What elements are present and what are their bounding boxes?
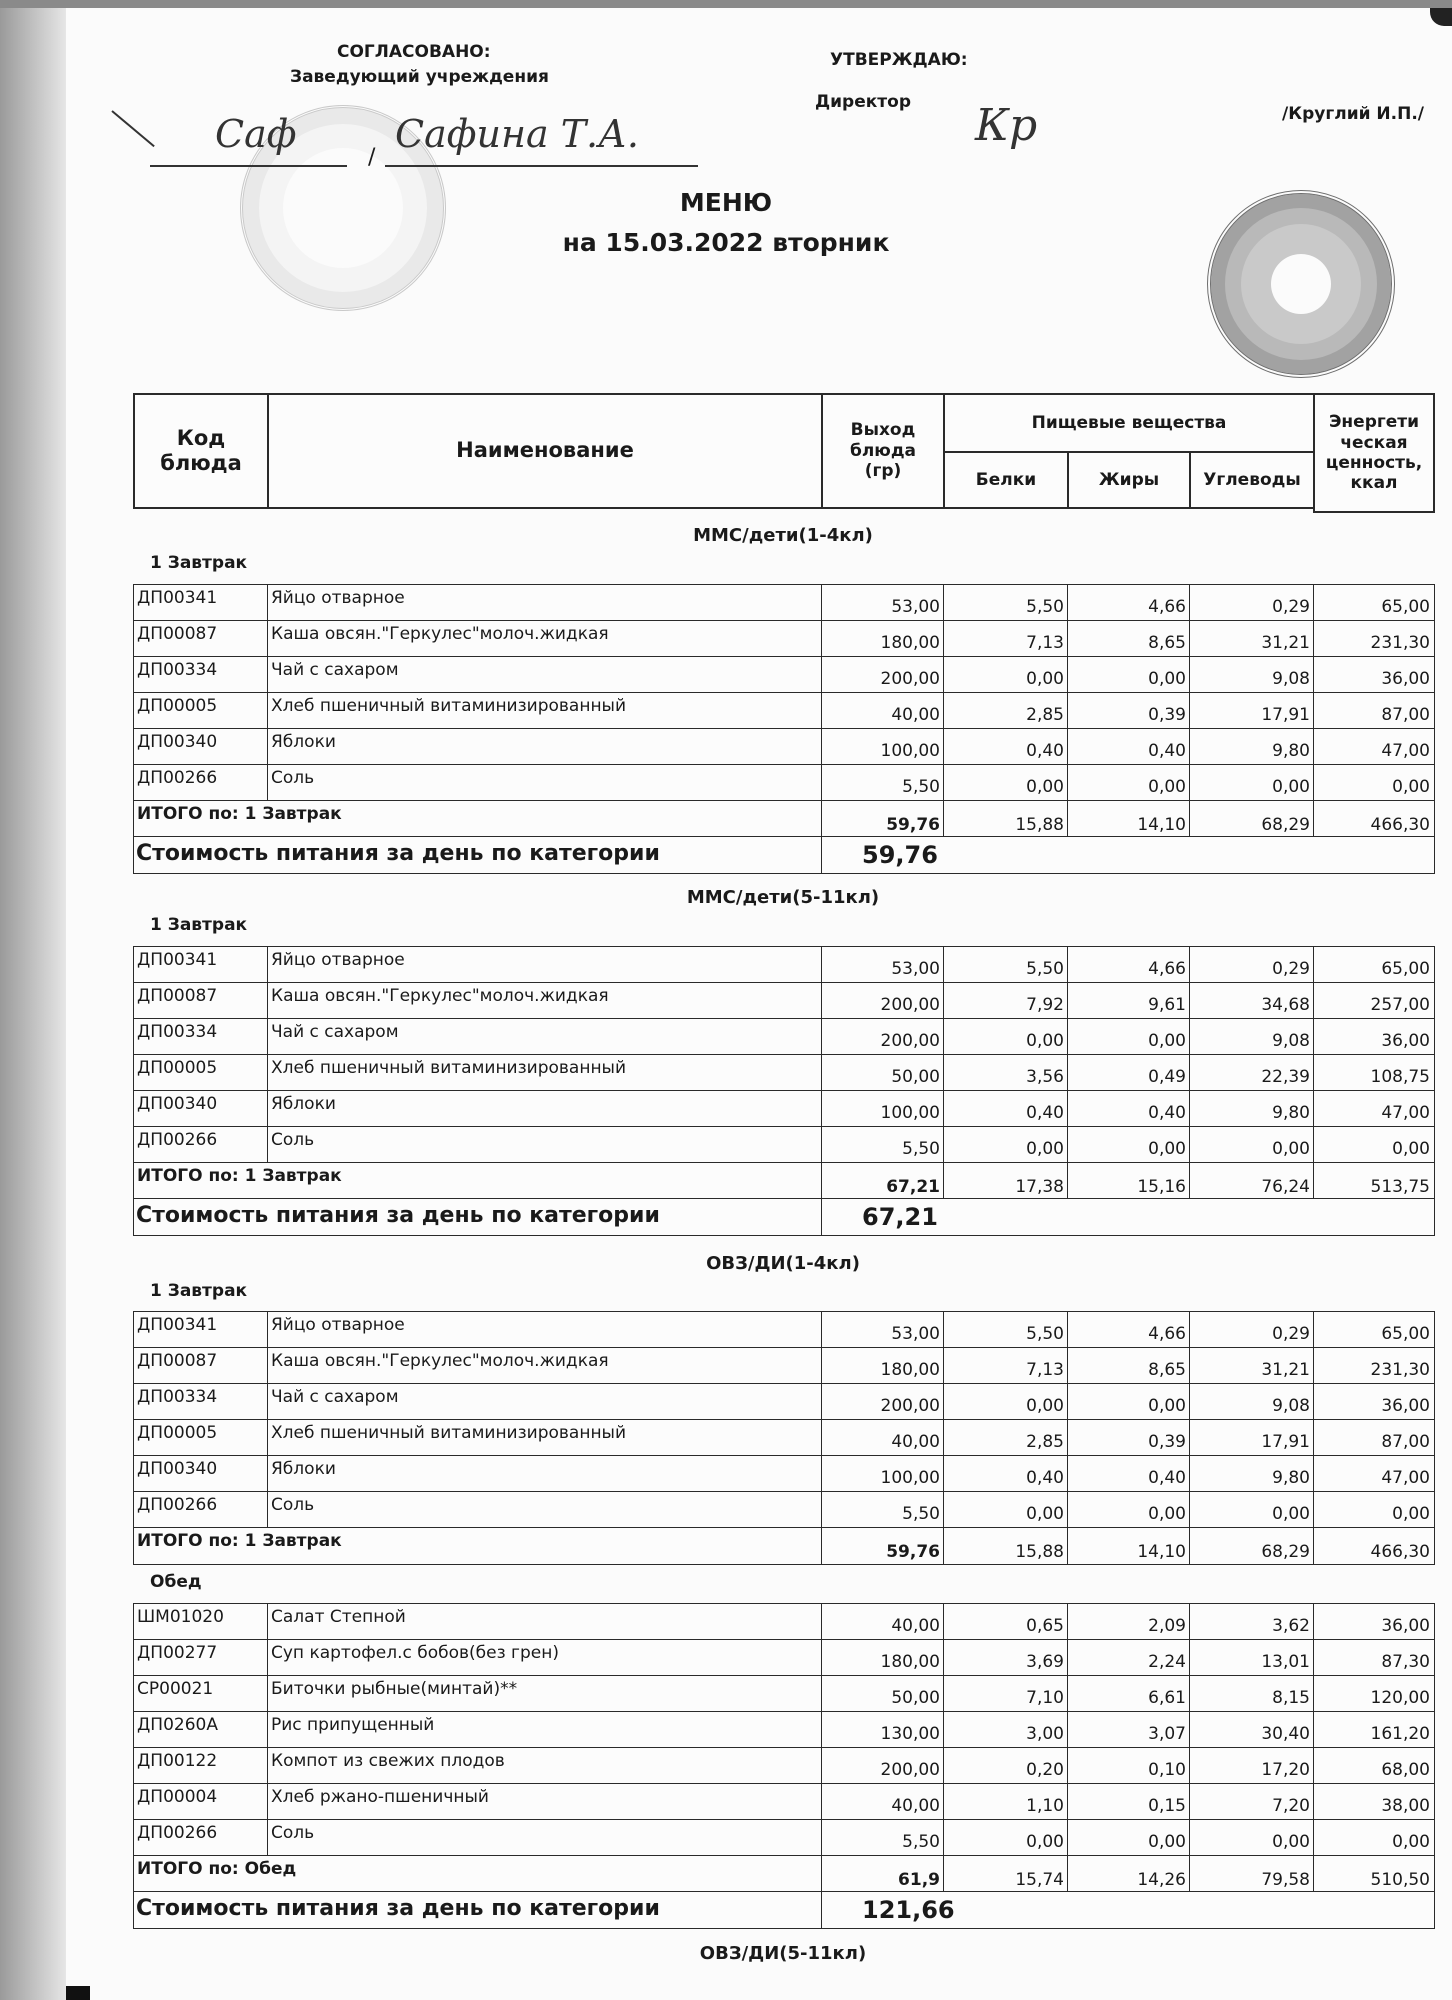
total-energy: 510,50 (1313, 1855, 1435, 1893)
header-fats: Жиры (1067, 451, 1191, 509)
meal-table (133, 946, 1433, 1200)
cell-code: ДП00340 (133, 1090, 269, 1128)
cell-yield: 50,00 (821, 1675, 945, 1713)
cell-energy: 0,00 (1313, 1491, 1435, 1529)
total-fats: 14,10 (1067, 800, 1191, 838)
cell-carbs: 31,21 (1189, 1347, 1315, 1385)
cell-name: Соль (267, 1819, 823, 1857)
cell-carbs: 7,20 (1189, 1783, 1315, 1821)
cell-carbs: 3,62 (1189, 1603, 1315, 1641)
cell-yield: 180,00 (821, 620, 945, 658)
cost-value: 121,66 (821, 1891, 1435, 1929)
separator: / (368, 145, 376, 170)
official-seal-icon (1207, 190, 1395, 378)
cell-yield: 5,50 (821, 1126, 945, 1164)
cost-row (133, 836, 1433, 874)
cell-yield: 200,00 (821, 656, 945, 694)
table-header (133, 393, 1433, 509)
total-carbs: 76,24 (1189, 1162, 1315, 1200)
cell-proteins: 7,92 (943, 982, 1069, 1020)
cell-code: ДП00266 (133, 1819, 269, 1857)
scan-corner (1430, 8, 1452, 26)
agreed-role: Заведующий учреждения (290, 67, 549, 87)
total-proteins: 15,88 (943, 800, 1069, 838)
header-yield (821, 393, 945, 509)
total-yield: 59,76 (821, 1527, 945, 1565)
cell-carbs: 0,00 (1189, 1819, 1315, 1857)
meal-label: 1 Завтрак (150, 915, 248, 935)
cell-fats: 2,09 (1067, 1603, 1191, 1641)
cell-carbs: 0,29 (1189, 946, 1315, 984)
cell-code: ДП00266 (133, 1491, 269, 1529)
cell-energy: 65,00 (1313, 1311, 1435, 1349)
cell-fats: 0,40 (1067, 1090, 1191, 1128)
cell-code: СР00021 (133, 1675, 269, 1713)
header-proteins: Белки (943, 451, 1069, 509)
cell-fats: 0,00 (1067, 1018, 1191, 1056)
cell-code: ДП00087 (133, 1347, 269, 1385)
cell-energy: 108,75 (1313, 1054, 1435, 1092)
cell-energy: 68,00 (1313, 1747, 1435, 1785)
cell-fats: 4,66 (1067, 1311, 1191, 1349)
cell-fats: 0,39 (1067, 692, 1191, 730)
cell-yield: 200,00 (821, 982, 945, 1020)
cell-yield: 50,00 (821, 1054, 945, 1092)
cell-fats: 0,10 (1067, 1747, 1191, 1785)
cell-fats: 0,49 (1067, 1054, 1191, 1092)
cell-name: Яйцо отварное (267, 584, 823, 622)
total-label: ИТОГО по: 1 Завтрак (133, 1162, 823, 1200)
cell-carbs: 17,20 (1189, 1747, 1315, 1785)
cell-proteins: 0,40 (943, 1455, 1069, 1493)
cell-name: Чай с сахаром (267, 656, 823, 694)
cell-fats: 6,61 (1067, 1675, 1191, 1713)
total-label: ИТОГО по: 1 Завтрак (133, 1527, 823, 1565)
total-proteins: 15,74 (943, 1855, 1069, 1893)
total-yield: 59,76 (821, 800, 945, 838)
cell-fats: 0,40 (1067, 1455, 1191, 1493)
header-energy-line: ценность, (1325, 453, 1423, 473)
cell-proteins: 3,69 (943, 1639, 1069, 1677)
scan-corner (66, 1986, 90, 2000)
cell-name: Хлеб пшеничный витаминизированный (267, 1054, 823, 1092)
cell-proteins: 7,10 (943, 1675, 1069, 1713)
header-carbs: Углеводы (1189, 451, 1315, 509)
cell-fats: 0,00 (1067, 1383, 1191, 1421)
cell-carbs: 9,08 (1189, 1383, 1315, 1421)
total-yield: 67,21 (821, 1162, 945, 1200)
cost-label: Стоимость питания за день по категории (133, 1891, 823, 1929)
cell-proteins: 2,85 (943, 692, 1069, 730)
approve-role: Директор (815, 92, 911, 112)
cell-name: Хлеб пшеничный витаминизированный (267, 1419, 823, 1457)
cell-yield: 100,00 (821, 728, 945, 766)
cell-carbs: 13,01 (1189, 1639, 1315, 1677)
meal-table (133, 584, 1433, 838)
cell-name: Хлеб ржано-пшеничный (267, 1783, 823, 1821)
cell-name: Хлеб пшеничный витаминизированный (267, 692, 823, 730)
cell-fats: 0,15 (1067, 1783, 1191, 1821)
cell-carbs: 0,29 (1189, 584, 1315, 622)
header-code-line: блюда (160, 451, 242, 475)
total-energy: 466,30 (1313, 1527, 1435, 1565)
cell-proteins: 0,00 (943, 656, 1069, 694)
section-title: ОВЗ/ДИ(1-4кл) (706, 1253, 860, 1274)
cell-yield: 40,00 (821, 1419, 945, 1457)
cell-fats: 0,00 (1067, 656, 1191, 694)
total-fats: 15,16 (1067, 1162, 1191, 1200)
cell-energy: 161,20 (1313, 1711, 1435, 1749)
cell-fats: 0,00 (1067, 764, 1191, 802)
cell-yield: 53,00 (821, 1311, 945, 1349)
cell-proteins: 5,50 (943, 946, 1069, 984)
cell-name: Яблоки (267, 728, 823, 766)
cell-yield: 53,00 (821, 946, 945, 984)
cell-energy: 87,00 (1313, 1419, 1435, 1457)
cell-energy: 87,00 (1313, 692, 1435, 730)
agreed-signature: Саф (215, 112, 297, 156)
cell-proteins: 5,50 (943, 1311, 1069, 1349)
approve-heading: УТВЕРЖДАЮ: (830, 50, 968, 70)
cell-carbs: 22,39 (1189, 1054, 1315, 1092)
cost-row (133, 1198, 1433, 1236)
cell-name: Яйцо отварное (267, 946, 823, 984)
agreed-heading: СОГЛАСОВАНО: (337, 42, 491, 62)
cell-yield: 53,00 (821, 584, 945, 622)
page-subtitle-date: на 15.03.2022 вторник (562, 228, 890, 257)
cell-name: Соль (267, 1491, 823, 1529)
cell-proteins: 0,00 (943, 1491, 1069, 1529)
header-energy-line: Энергети (1328, 412, 1420, 433)
cell-carbs: 9,80 (1189, 1455, 1315, 1493)
cell-energy: 0,00 (1313, 1819, 1435, 1857)
cell-yield: 40,00 (821, 1783, 945, 1821)
cell-fats: 3,07 (1067, 1711, 1191, 1749)
cell-energy: 36,00 (1313, 1383, 1435, 1421)
header-yield-line: Выход (850, 420, 916, 441)
cell-name: Биточки рыбные(минтай)** (267, 1675, 823, 1713)
cost-label: Стоимость питания за день по категории (133, 836, 823, 874)
header-code (133, 393, 269, 509)
cell-carbs: 0,00 (1189, 1491, 1315, 1529)
cell-proteins: 0,40 (943, 1090, 1069, 1128)
cell-proteins: 0,65 (943, 1603, 1069, 1641)
cell-energy: 47,00 (1313, 728, 1435, 766)
cell-code: ДП00004 (133, 1783, 269, 1821)
cell-code: ДП00334 (133, 656, 269, 694)
cell-yield: 5,50 (821, 1819, 945, 1857)
cell-energy: 231,30 (1313, 1347, 1435, 1385)
cell-yield: 40,00 (821, 692, 945, 730)
cell-yield: 180,00 (821, 1347, 945, 1385)
cell-energy: 36,00 (1313, 1018, 1435, 1056)
cell-proteins: 0,00 (943, 1383, 1069, 1421)
cell-code: ДП00340 (133, 1455, 269, 1493)
header-energy-line: ческая (1340, 432, 1408, 453)
scan-margin-left (0, 0, 66, 2000)
total-proteins: 17,38 (943, 1162, 1069, 1200)
total-label: ИТОГО по: 1 Завтрак (133, 800, 823, 838)
cell-energy: 65,00 (1313, 584, 1435, 622)
cell-code: ДП00277 (133, 1639, 269, 1677)
cell-yield: 5,50 (821, 1491, 945, 1529)
cell-name: Соль (267, 1126, 823, 1164)
cell-name: Каша овсян."Геркулес"молоч.жидкая (267, 982, 823, 1020)
cell-carbs: 9,80 (1189, 1090, 1315, 1128)
cell-name: Каша овсян."Геркулес"молоч.жидкая (267, 620, 823, 658)
cell-name: Чай с сахаром (267, 1383, 823, 1421)
cell-name: Суп картофел.с бобов(без грен) (267, 1639, 823, 1677)
cell-carbs: 8,15 (1189, 1675, 1315, 1713)
cell-yield: 180,00 (821, 1639, 945, 1677)
cell-carbs: 0,00 (1189, 764, 1315, 802)
cell-carbs: 9,80 (1189, 728, 1315, 766)
cell-energy: 0,00 (1313, 764, 1435, 802)
cell-fats: 4,66 (1067, 584, 1191, 622)
meal-label: 1 Завтрак (150, 1281, 248, 1301)
cell-proteins: 3,56 (943, 1054, 1069, 1092)
cell-name: Компот из свежих плодов (267, 1747, 823, 1785)
cell-yield: 5,50 (821, 764, 945, 802)
cell-energy: 38,00 (1313, 1783, 1435, 1821)
cell-proteins: 7,13 (943, 620, 1069, 658)
section-title: ММС/дети(5-11кл) (686, 887, 880, 908)
cell-fats: 0,40 (1067, 728, 1191, 766)
cell-energy: 257,00 (1313, 982, 1435, 1020)
cell-carbs: 0,00 (1189, 1126, 1315, 1164)
cell-name: Салат Степной (267, 1603, 823, 1641)
cell-yield: 100,00 (821, 1090, 945, 1128)
header-yield-line: (гр) (864, 461, 902, 482)
cell-carbs: 9,08 (1189, 1018, 1315, 1056)
cell-yield: 200,00 (821, 1383, 945, 1421)
agreed-name: Сафина Т.А. (395, 112, 639, 156)
cell-fats: 8,65 (1067, 1347, 1191, 1385)
total-yield: 61,9 (821, 1855, 945, 1893)
section-title: ОВЗ/ДИ(5-11кл) (699, 1943, 867, 1964)
cell-yield: 200,00 (821, 1747, 945, 1785)
cell-code: ДП00340 (133, 728, 269, 766)
total-energy: 513,75 (1313, 1162, 1435, 1200)
cell-carbs: 31,21 (1189, 620, 1315, 658)
cell-proteins: 1,10 (943, 1783, 1069, 1821)
cost-value: 59,76 (821, 836, 1435, 874)
cell-energy: 87,30 (1313, 1639, 1435, 1677)
cell-code: ДП00341 (133, 946, 269, 984)
cell-fats: 2,24 (1067, 1639, 1191, 1677)
header-yield-line: блюда (849, 440, 917, 461)
cell-proteins: 2,85 (943, 1419, 1069, 1457)
cell-energy: 231,30 (1313, 620, 1435, 658)
cell-carbs: 9,08 (1189, 656, 1315, 694)
cell-proteins: 0,00 (943, 1018, 1069, 1056)
header-name: Наименование (267, 393, 823, 509)
cell-proteins: 5,50 (943, 584, 1069, 622)
cell-proteins: 0,00 (943, 764, 1069, 802)
cell-code: ДП00087 (133, 982, 269, 1020)
cell-code: ДП00087 (133, 620, 269, 658)
cell-energy: 65,00 (1313, 946, 1435, 984)
total-energy: 466,30 (1313, 800, 1435, 838)
cell-energy: 0,00 (1313, 1126, 1435, 1164)
cell-fats: 0,00 (1067, 1491, 1191, 1529)
total-carbs: 79,58 (1189, 1855, 1315, 1893)
cell-energy: 120,00 (1313, 1675, 1435, 1713)
cell-carbs: 17,91 (1189, 692, 1315, 730)
cell-code: ДП00005 (133, 692, 269, 730)
cell-code: ДП00005 (133, 1054, 269, 1092)
cell-yield: 130,00 (821, 1711, 945, 1749)
cell-yield: 100,00 (821, 1455, 945, 1493)
total-proteins: 15,88 (943, 1527, 1069, 1565)
name-line (385, 165, 698, 167)
cost-row (133, 1891, 1433, 1929)
cell-proteins: 0,00 (943, 1126, 1069, 1164)
cell-name: Чай с сахаром (267, 1018, 823, 1056)
cell-name: Рис припущенный (267, 1711, 823, 1749)
cell-code: ШМ01020 (133, 1603, 269, 1641)
cost-label: Стоимость питания за день по категории (133, 1198, 823, 1236)
header-energy-line: ккал (1350, 473, 1398, 494)
cell-fats: 0,39 (1067, 1419, 1191, 1457)
cell-code: ДП00122 (133, 1747, 269, 1785)
cell-fats: 8,65 (1067, 620, 1191, 658)
meal-table (133, 1603, 1433, 1893)
cell-yield: 200,00 (821, 1018, 945, 1056)
cell-name: Яйцо отварное (267, 1311, 823, 1349)
cell-code: ДП00005 (133, 1419, 269, 1457)
meal-table (133, 1311, 1433, 1565)
cell-proteins: 0,20 (943, 1747, 1069, 1785)
cell-fats: 4,66 (1067, 946, 1191, 984)
approve-signature: Кр (975, 100, 1038, 151)
signature-line (150, 165, 347, 167)
cell-fats: 0,00 (1067, 1819, 1191, 1857)
approve-name: /Круглий И.П./ (1282, 104, 1425, 124)
total-label: ИТОГО по: Обед (133, 1855, 823, 1893)
cell-name: Каша овсян."Геркулес"молоч.жидкая (267, 1347, 823, 1385)
cell-energy: 36,00 (1313, 656, 1435, 694)
cell-carbs: 30,40 (1189, 1711, 1315, 1749)
cell-code: ДП00341 (133, 584, 269, 622)
cell-proteins: 0,40 (943, 728, 1069, 766)
scan-margin-top (0, 0, 1452, 8)
cell-energy: 47,00 (1313, 1090, 1435, 1128)
meal-label: 1 Завтрак (150, 553, 248, 573)
total-carbs: 68,29 (1189, 1527, 1315, 1565)
total-fats: 14,10 (1067, 1527, 1191, 1565)
cell-name: Яблоки (267, 1455, 823, 1493)
cell-carbs: 17,91 (1189, 1419, 1315, 1457)
cell-carbs: 34,68 (1189, 982, 1315, 1020)
header-nutrients: Пищевые вещества (943, 393, 1315, 453)
cell-proteins: 3,00 (943, 1711, 1069, 1749)
cell-fats: 0,00 (1067, 1126, 1191, 1164)
cell-code: ДП00334 (133, 1018, 269, 1056)
total-carbs: 68,29 (1189, 800, 1315, 838)
header-code-line: Код (176, 425, 226, 450)
cell-energy: 36,00 (1313, 1603, 1435, 1641)
cell-name: Соль (267, 764, 823, 802)
page-title: МЕНЮ (679, 188, 773, 217)
cell-energy: 47,00 (1313, 1455, 1435, 1493)
total-fats: 14,26 (1067, 1855, 1191, 1893)
cell-name: Яблоки (267, 1090, 823, 1128)
cell-proteins: 7,13 (943, 1347, 1069, 1385)
cell-yield: 40,00 (821, 1603, 945, 1641)
cell-code: ДП0260А (133, 1711, 269, 1749)
section-title: ММС/дети(1-4кл) (693, 525, 873, 546)
cell-code: ДП00266 (133, 764, 269, 802)
meal-label: Обед (150, 1572, 202, 1592)
cell-fats: 9,61 (1067, 982, 1191, 1020)
cell-code: ДП00341 (133, 1311, 269, 1349)
header-energy (1313, 393, 1435, 513)
cell-proteins: 0,00 (943, 1819, 1069, 1857)
cost-value: 67,21 (821, 1198, 1435, 1236)
cell-code: ДП00266 (133, 1126, 269, 1164)
cell-carbs: 0,29 (1189, 1311, 1315, 1349)
cell-code: ДП00334 (133, 1383, 269, 1421)
